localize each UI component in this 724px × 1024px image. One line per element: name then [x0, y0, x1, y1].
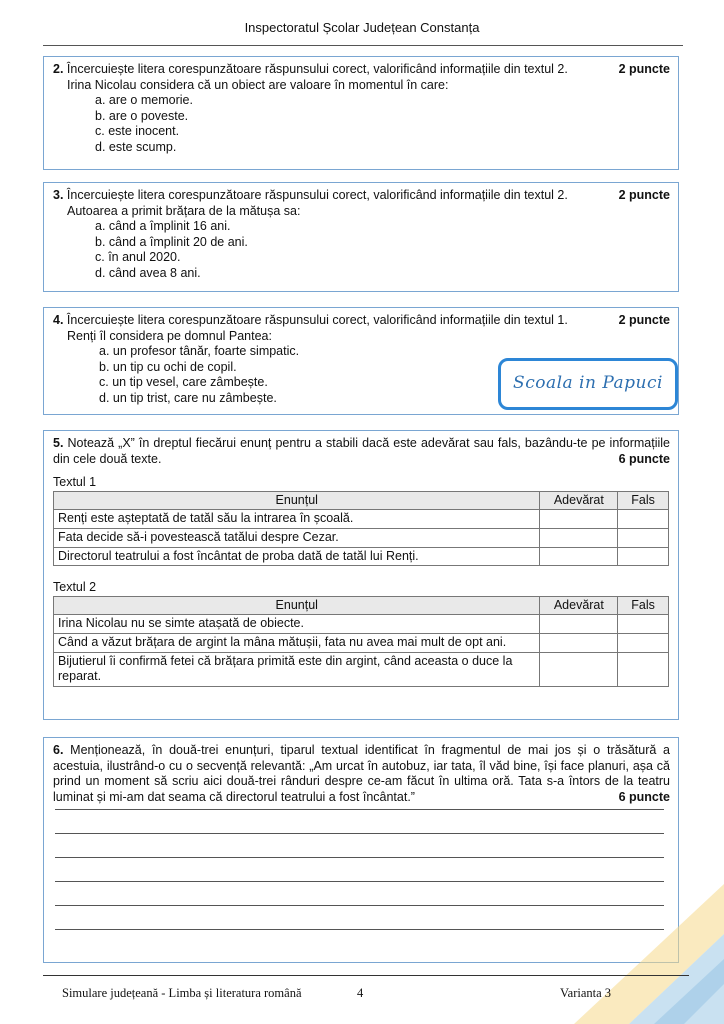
- option-b[interactable]: b. un tip cu ochi de copil.: [99, 359, 237, 374]
- question-2-number: 2.: [53, 62, 64, 76]
- true-answer-cell[interactable]: [540, 615, 618, 634]
- option-c[interactable]: c. este inocent.: [95, 124, 180, 139]
- question-4-number: 4.: [53, 313, 64, 327]
- footer-variant: Varianta 3: [560, 986, 612, 1000]
- question-2-box: [43, 56, 679, 170]
- statement-cell: Renți este așteptată de tatăl său la intrarea în școală.: [54, 510, 540, 529]
- table-row: [54, 652, 669, 686]
- false-answer-cell[interactable]: [618, 510, 669, 529]
- question-5-instruction-text: Notează „X” în dreptul fiecărui enunț pentru a stabili dacă este adevărat sau fals, bazându-te pe informațiile din cele două texte.: [53, 436, 670, 466]
- question-3-points: 2 puncte: [615, 188, 670, 204]
- option-c[interactable]: c. un tip vesel, care zâmbește.: [99, 375, 268, 390]
- question-3-number: 3.: [53, 188, 64, 202]
- header-divider: [43, 45, 683, 46]
- question-6-instruction: [53, 743, 670, 805]
- question-4-text: Renți îl considera pe domnul Pantea:: [67, 328, 272, 343]
- footer-divider: [43, 975, 689, 976]
- true-answer-cell[interactable]: [540, 528, 618, 547]
- question-2-instruction-text: Încercuiește litera corespunzătoare răspunsului corect, valorificând informațiile din textul 2.: [63, 62, 568, 76]
- statements-table-2: [53, 596, 669, 687]
- option-a[interactable]: a. când a împlinit 16 ani.: [95, 219, 231, 234]
- option-c[interactable]: c. în anul 2020.: [95, 250, 181, 265]
- question-3-instruction: [53, 188, 670, 204]
- question-2-points: 2 puncte: [615, 62, 670, 78]
- column-header-false: Fals: [618, 596, 669, 615]
- table-row: [54, 528, 669, 547]
- table-row: [54, 615, 669, 634]
- question-5-number: 5.: [53, 436, 64, 450]
- watermark-stamp: Scoala in Papuci: [498, 358, 678, 410]
- false-answer-cell[interactable]: [618, 652, 669, 686]
- question-5-instruction: [53, 436, 670, 467]
- false-answer-cell[interactable]: [618, 633, 669, 652]
- question-6-instruction-text: Menționează, în două-trei enunțuri, tiparul textual identificat în fragmentul de mai jos și o trăsătură a acestuia, ilustrând-o cu o secvență relevantă: „Am urcat în autobuz, iar tata, îl văd bine, își face planuri, așa că prind un moment să scriu aici două-trei rânduri despre ce-am făcut în ultima oră. Tata s-a întors de la teatru luminat și mi-am dat seama că directorul teatrului a fost încântat.”: [53, 743, 670, 804]
- question-4-instruction-text: Încercuiește litera corespunzătoare răspunsului corect, valorificând informațiile din textul 1.: [63, 313, 568, 327]
- question-5-points: 6 puncte: [618, 451, 670, 466]
- column-header-false: Fals: [618, 491, 669, 510]
- false-answer-cell[interactable]: [618, 615, 669, 634]
- option-d[interactable]: d. este scump.: [95, 139, 177, 154]
- true-answer-cell[interactable]: [540, 652, 618, 686]
- option-d[interactable]: d. când avea 8 ani.: [95, 265, 201, 280]
- question-6-number: 6.: [53, 743, 64, 757]
- true-answer-cell[interactable]: [540, 633, 618, 652]
- table-1-label: Textul 1: [53, 475, 97, 490]
- true-answer-cell[interactable]: [540, 510, 618, 529]
- question-2-options: [53, 93, 670, 155]
- footer-page-number: 4: [357, 986, 364, 1000]
- false-answer-cell[interactable]: [618, 547, 669, 566]
- option-b[interactable]: b. când a împlinit 20 de ani.: [95, 234, 248, 249]
- option-a[interactable]: a. are o memorie.: [95, 93, 193, 108]
- question-3-text: Autoarea a primit brățara de la mătușa sa:: [67, 203, 301, 218]
- true-answer-cell[interactable]: [540, 547, 618, 566]
- question-3-options: [53, 219, 670, 281]
- column-header-statement: Enunțul: [54, 491, 540, 510]
- column-header-statement: Enunțul: [54, 596, 540, 615]
- false-answer-cell[interactable]: [618, 528, 669, 547]
- question-3-instruction-text: Încercuiește litera corespunzătoare răspunsului corect, valorificând informațiile din textul 2.: [63, 188, 568, 202]
- table-row: [54, 510, 669, 529]
- question-5-box: [43, 430, 679, 720]
- statement-cell: Fata decide să-i povestească tatălui despre Cezar.: [54, 528, 540, 547]
- table-row: [54, 547, 669, 566]
- option-a[interactable]: a. un profesor tânăr, foarte simpatic.: [99, 344, 300, 359]
- table-row: [54, 633, 669, 652]
- statement-cell: Irina Nicolau nu se simte atașată de obiecte.: [54, 615, 540, 634]
- statements-table-1: [53, 491, 669, 566]
- option-b[interactable]: b. are o poveste.: [95, 108, 189, 123]
- table-header-row: [54, 491, 669, 510]
- column-header-true: Adevărat: [540, 596, 618, 615]
- statement-cell: Directorul teatrului a fost încântat de proba dată de tatăl lui Renți.: [54, 547, 540, 566]
- option-d[interactable]: d. un tip trist, care nu zâmbește.: [99, 390, 277, 405]
- question-2-instruction: [53, 62, 670, 78]
- answer-line[interactable]: [55, 809, 664, 810]
- page-header: Inspectoratul Școlar Județean Constanța: [244, 20, 480, 35]
- statement-cell: Când a văzut brățara de argint la mâna mătușii, fata nu avea mai mult de opt ani.: [54, 633, 540, 652]
- table-2-label: Textul 2: [53, 580, 97, 595]
- question-4-instruction: [53, 313, 670, 329]
- statement-cell: Bijutierul îi confirmă fetei că brățara primită este din argint, când aceasta o duce la reparat.: [54, 652, 540, 686]
- table-header-row: [54, 596, 669, 615]
- question-2-text: Irina Nicolau considera că un obiect are valoare în momentul în care:: [67, 77, 449, 92]
- question-6-points: 6 puncte: [618, 789, 670, 804]
- column-header-true: Adevărat: [540, 491, 618, 510]
- footer-exam-title: Simulare județeană - Limba și literatura română: [62, 986, 302, 1000]
- question-3-box: [43, 182, 679, 292]
- question-4-points: 2 puncte: [615, 313, 670, 329]
